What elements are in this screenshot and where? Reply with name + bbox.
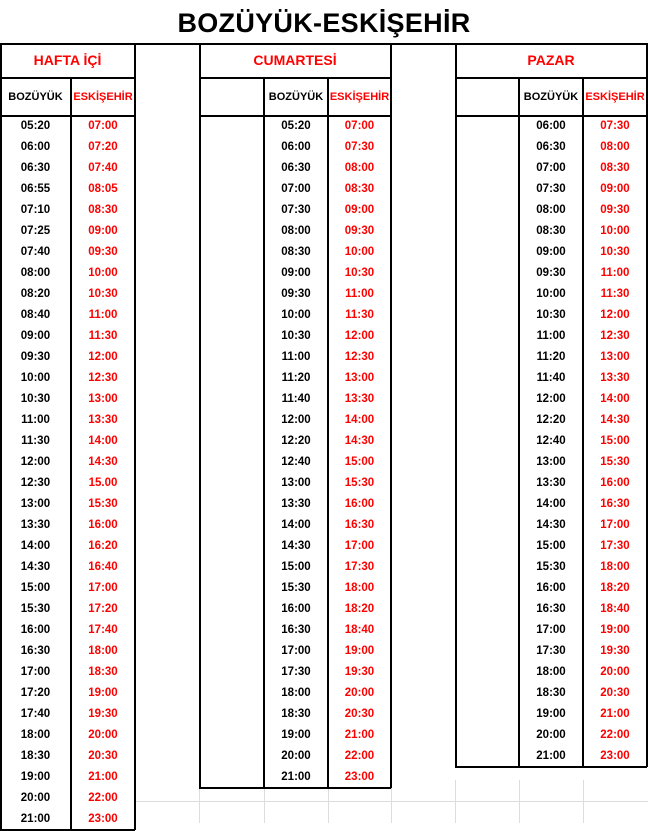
departure-time-bozuyuk: 06:30: [536, 141, 566, 153]
departure-time-bozuyuk: 08:30: [281, 246, 311, 258]
departure-time-bozuyuk: 10:00: [536, 288, 566, 300]
departure-time-bozuyuk: 06:00: [536, 120, 566, 132]
departure-time-bozuyuk: 06:00: [281, 141, 311, 153]
departure-time-eskisehir: 08:05: [88, 183, 118, 195]
column-header-to: ESKİŞEHİR: [585, 91, 645, 103]
departure-time-eskisehir: 17:00: [88, 582, 118, 594]
departure-time-eskisehir: 18:00: [88, 645, 118, 657]
header-divider: [199, 77, 391, 79]
departure-time-eskisehir: 20:30: [88, 750, 118, 762]
departure-time-eskisehir: 18:00: [344, 582, 375, 594]
departure-time-bozuyuk: 15:30: [281, 582, 311, 594]
departure-time-bozuyuk: 17:00: [20, 666, 51, 678]
departure-time-eskisehir: 09:30: [600, 204, 630, 216]
departure-time-eskisehir: 17:30: [344, 561, 375, 573]
departure-time-bozuyuk: 21:00: [536, 750, 566, 762]
departure-time-bozuyuk: 10:00: [281, 309, 311, 321]
departure-time-bozuyuk: 12:20: [281, 435, 311, 447]
departure-time-eskisehir: 10:30: [88, 288, 118, 300]
departure-time-bozuyuk: 12:40: [281, 456, 311, 468]
departure-time-eskisehir: 09:00: [600, 183, 630, 195]
departure-time-bozuyuk: 14:30: [20, 561, 51, 573]
day-header: PAZAR: [527, 52, 575, 68]
spreadsheet-gridline: [135, 801, 648, 802]
departure-time-bozuyuk: 21:00: [20, 813, 51, 825]
departure-time-bozuyuk: 11:00: [21, 414, 50, 426]
departure-time-bozuyuk: 07:25: [20, 225, 51, 237]
departure-time-eskisehir: 07:00: [88, 120, 118, 132]
departure-time-bozuyuk: 16:30: [281, 624, 311, 636]
header-divider: [455, 77, 647, 79]
departure-time-eskisehir: 19:00: [344, 645, 375, 657]
departure-time-bozuyuk: 10:30: [536, 309, 566, 321]
departure-time-bozuyuk: 11:00: [281, 351, 311, 363]
departure-time-eskisehir: 11:00: [88, 309, 118, 321]
departure-time-eskisehir: 18:00: [600, 561, 630, 573]
departure-time-bozuyuk: 08:00: [536, 204, 566, 216]
departure-time-bozuyuk: 18:00: [536, 666, 566, 678]
departure-time-bozuyuk: 12:30: [20, 477, 51, 489]
departure-time-bozuyuk: 12:20: [536, 414, 566, 426]
header-divider: [199, 115, 391, 117]
departure-time-eskisehir: 14:30: [88, 456, 118, 468]
departure-time-bozuyuk: 07:00: [281, 183, 311, 195]
departure-time-bozuyuk: 15:30: [20, 603, 51, 615]
departure-time-eskisehir: 08:00: [344, 162, 375, 174]
departure-time-eskisehir: 13:30: [600, 372, 630, 384]
departure-time-eskisehir: 20:30: [600, 687, 630, 699]
departure-time-bozuyuk: 18:30: [20, 750, 51, 762]
departure-time-bozuyuk: 15:00: [281, 561, 311, 573]
departure-time-bozuyuk: 13:00: [536, 456, 566, 468]
departure-time-eskisehir: 19:30: [344, 666, 375, 678]
departure-time-eskisehir: 22:00: [88, 792, 118, 804]
departure-time-eskisehir: 17:20: [88, 603, 118, 615]
departure-time-eskisehir: 18:20: [600, 582, 630, 594]
departure-time-eskisehir: 21:00: [600, 708, 630, 720]
departure-time-bozuyuk: 10:00: [20, 372, 51, 384]
departure-time-bozuyuk: 16:00: [536, 582, 566, 594]
departure-time-bozuyuk: 15:00: [20, 582, 51, 594]
title-underline: [0, 43, 648, 45]
departure-time-bozuyuk: 14:30: [536, 519, 566, 531]
departure-time-bozuyuk: 16:00: [281, 603, 311, 615]
departure-time-bozuyuk: 07:30: [536, 183, 566, 195]
departure-time-bozuyuk: 14:00: [20, 540, 51, 552]
departure-time-eskisehir: 18:20: [344, 603, 375, 615]
departure-time-bozuyuk: 11:30: [21, 435, 50, 447]
departure-time-bozuyuk: 06:00: [20, 141, 51, 153]
departure-time-bozuyuk: 13:30: [281, 498, 311, 510]
departure-time-bozuyuk: 16:30: [20, 645, 51, 657]
departure-time-eskisehir: 21:00: [88, 771, 118, 783]
column-header-to: ESKİŞEHİR: [329, 91, 390, 103]
departure-time-bozuyuk: 11:20: [281, 372, 311, 384]
departure-time-bozuyuk: 17:20: [20, 687, 51, 699]
departure-time-bozuyuk: 09:00: [20, 330, 51, 342]
page-title: BOZÜYÜK-ESKİŞEHİR: [177, 8, 471, 38]
column-header-from: BOZÜYÜK: [523, 91, 579, 103]
departure-time-eskisehir: 12:00: [344, 330, 375, 342]
departure-time-eskisehir: 22:00: [344, 750, 375, 762]
departure-time-eskisehir: 20:00: [600, 666, 630, 678]
column-divider: [70, 78, 72, 830]
departure-time-bozuyuk: 08:40: [20, 309, 51, 321]
departure-time-bozuyuk: 05:20: [20, 120, 51, 132]
departure-time-eskisehir: 22:00: [600, 729, 630, 741]
header-divider: [0, 115, 135, 117]
table-bottom: [455, 766, 647, 768]
departure-time-bozuyuk: 10:30: [281, 330, 311, 342]
departure-time-eskisehir: 11:00: [600, 267, 630, 279]
table-border: [134, 44, 136, 830]
departure-time-eskisehir: 20:00: [88, 729, 118, 741]
departure-time-eskisehir: 20:30: [344, 708, 375, 720]
column-header-to: ESKİŞEHİR: [73, 91, 133, 103]
table-border: [0, 44, 2, 830]
departure-time-eskisehir: 16:20: [88, 540, 118, 552]
departure-time-bozuyuk: 12:00: [281, 414, 311, 426]
departure-time-eskisehir: 14:00: [344, 414, 375, 426]
departure-time-eskisehir: 08:30: [344, 183, 375, 195]
departure-time-eskisehir: 15.00: [88, 477, 118, 489]
departure-time-eskisehir: 17:30: [600, 540, 630, 552]
departure-time-eskisehir: 12:30: [88, 372, 118, 384]
departure-time-eskisehir: 16:30: [344, 519, 375, 531]
departure-time-eskisehir: 11:30: [88, 330, 118, 342]
departure-time-bozuyuk: 05:20: [281, 120, 311, 132]
departure-time-eskisehir: 12:00: [600, 309, 630, 321]
departure-time-eskisehir: 20:00: [344, 687, 375, 699]
departure-time-eskisehir: 17:40: [88, 624, 118, 636]
departure-time-bozuyuk: 15:00: [536, 540, 566, 552]
header-divider: [0, 77, 135, 79]
departure-time-bozuyuk: 18:30: [281, 708, 311, 720]
table-border: [263, 78, 265, 788]
departure-time-eskisehir: 07:00: [344, 120, 375, 132]
departure-time-bozuyuk: 16:00: [20, 624, 51, 636]
departure-time-bozuyuk: 18:00: [281, 687, 311, 699]
departure-time-bozuyuk: 09:00: [536, 246, 566, 258]
departure-time-eskisehir: 12:00: [88, 351, 118, 363]
departure-time-bozuyuk: 14:30: [281, 540, 311, 552]
departure-time-eskisehir: 10:00: [600, 225, 630, 237]
departure-time-eskisehir: 11:30: [600, 288, 630, 300]
departure-time-eskisehir: 23:00: [88, 813, 118, 825]
departure-time-bozuyuk: 07:00: [536, 162, 566, 174]
departure-time-eskisehir: 15:30: [344, 477, 375, 489]
departure-time-eskisehir: 14:00: [88, 435, 118, 447]
departure-time-eskisehir: 13:30: [344, 393, 375, 405]
day-header: HAFTA İÇİ: [33, 52, 102, 68]
departure-time-eskisehir: 17:00: [600, 519, 630, 531]
table-bottom: [199, 787, 391, 789]
departure-time-eskisehir: 08:00: [600, 141, 630, 153]
departure-time-eskisehir: 18:40: [600, 603, 630, 615]
departure-time-eskisehir: 10:30: [344, 267, 375, 279]
table-border: [518, 78, 520, 767]
departure-time-eskisehir: 13:00: [600, 351, 630, 363]
departure-time-bozuyuk: 17:00: [536, 624, 566, 636]
departure-time-eskisehir: 13:00: [88, 393, 118, 405]
table-border: [199, 44, 201, 788]
departure-time-eskisehir: 16:30: [600, 498, 630, 510]
departure-time-bozuyuk: 11:20: [536, 351, 566, 363]
departure-time-bozuyuk: 09:30: [536, 267, 566, 279]
departure-time-eskisehir: 23:00: [344, 771, 375, 783]
departure-time-bozuyuk: 08:30: [536, 225, 566, 237]
column-divider: [327, 78, 329, 788]
table-border: [390, 44, 392, 788]
departure-time-bozuyuk: 13:00: [281, 477, 311, 489]
departure-time-eskisehir: 19:30: [600, 645, 630, 657]
departure-time-eskisehir: 09:30: [344, 225, 375, 237]
departure-time-bozuyuk: 17:40: [20, 708, 51, 720]
day-header: CUMARTESİ: [253, 52, 337, 68]
departure-time-eskisehir: 23:00: [600, 750, 630, 762]
column-header-from: BOZÜYÜK: [268, 91, 324, 103]
departure-time-bozuyuk: 19:00: [20, 771, 51, 783]
departure-time-eskisehir: 19:00: [88, 687, 118, 699]
departure-time-eskisehir: 17:00: [344, 540, 375, 552]
departure-time-bozuyuk: 12:00: [20, 456, 51, 468]
departure-time-bozuyuk: 09:30: [281, 288, 311, 300]
departure-time-eskisehir: 07:40: [88, 162, 118, 174]
departure-time-eskisehir: 12:30: [344, 351, 375, 363]
departure-time-eskisehir: 16:00: [88, 519, 118, 531]
departure-time-bozuyuk: 09:00: [281, 267, 311, 279]
departure-time-eskisehir: 08:30: [88, 204, 118, 216]
departure-time-eskisehir: 14:30: [344, 435, 375, 447]
departure-time-bozuyuk: 08:00: [281, 225, 311, 237]
table-border: [455, 44, 457, 767]
departure-time-bozuyuk: 17:00: [281, 645, 311, 657]
departure-time-bozuyuk: 13:00: [20, 498, 51, 510]
departure-time-bozuyuk: 06:30: [281, 162, 311, 174]
departure-time-eskisehir: 09:00: [344, 204, 375, 216]
departure-time-eskisehir: 11:30: [345, 309, 374, 321]
departure-time-bozuyuk: 15:30: [536, 561, 566, 573]
departure-time-bozuyuk: 18:00: [20, 729, 51, 741]
departure-time-bozuyuk: 20:00: [20, 792, 51, 804]
departure-time-eskisehir: 09:00: [88, 225, 118, 237]
departure-time-bozuyuk: 21:00: [281, 771, 311, 783]
departure-time-bozuyuk: 08:00: [20, 267, 51, 279]
departure-time-eskisehir: 14:30: [600, 414, 630, 426]
departure-time-bozuyuk: 17:30: [281, 666, 311, 678]
departure-time-bozuyuk: 18:30: [536, 687, 566, 699]
departure-time-bozuyuk: 09:30: [20, 351, 51, 363]
departure-time-bozuyuk: 20:00: [281, 750, 311, 762]
departure-time-eskisehir: 09:30: [88, 246, 118, 258]
departure-time-bozuyuk: 19:00: [281, 729, 311, 741]
departure-time-bozuyuk: 10:30: [20, 393, 51, 405]
departure-time-bozuyuk: 07:30: [281, 204, 311, 216]
departure-time-eskisehir: 07:30: [344, 141, 375, 153]
departure-time-bozuyuk: 06:30: [20, 162, 51, 174]
column-divider: [582, 78, 584, 767]
departure-time-eskisehir: 14:00: [600, 393, 630, 405]
departure-time-eskisehir: 10:00: [344, 246, 375, 258]
departure-time-eskisehir: 16:40: [88, 561, 118, 573]
departure-time-bozuyuk: 19:00: [536, 708, 566, 720]
departure-time-bozuyuk: 11:00: [536, 330, 566, 342]
departure-time-eskisehir: 15:30: [600, 456, 630, 468]
departure-time-eskisehir: 10:00: [88, 267, 118, 279]
departure-time-eskisehir: 08:30: [600, 162, 630, 174]
departure-time-eskisehir: 07:20: [88, 141, 118, 153]
departure-time-eskisehir: 11:00: [345, 288, 374, 300]
departure-time-eskisehir: 15:00: [344, 456, 375, 468]
departure-time-bozuyuk: 12:00: [536, 393, 566, 405]
departure-time-bozuyuk: 14:00: [281, 519, 311, 531]
departure-time-bozuyuk: 14:00: [536, 498, 566, 510]
departure-time-bozuyuk: 11:40: [281, 393, 311, 405]
departure-time-eskisehir: 16:00: [600, 477, 630, 489]
departure-time-eskisehir: 07:30: [600, 120, 630, 132]
departure-time-eskisehir: 19:00: [600, 624, 630, 636]
departure-time-eskisehir: 10:30: [600, 246, 630, 258]
departure-time-bozuyuk: 20:00: [536, 729, 566, 741]
departure-time-bozuyuk: 13:30: [536, 477, 566, 489]
departure-time-bozuyuk: 07:40: [20, 246, 51, 258]
departure-time-bozuyuk: 08:20: [20, 288, 51, 300]
departure-time-eskisehir: 12:30: [600, 330, 630, 342]
departure-time-eskisehir: 18:40: [344, 624, 375, 636]
departure-time-eskisehir: 15:30: [88, 498, 118, 510]
departure-time-bozuyuk: 13:30: [20, 519, 51, 531]
column-header-from: BOZÜYÜK: [8, 91, 63, 103]
departure-time-bozuyuk: 12:40: [536, 435, 566, 447]
departure-time-eskisehir: 16:00: [344, 498, 375, 510]
departure-time-eskisehir: 21:00: [344, 729, 375, 741]
header-divider: [455, 115, 647, 117]
departure-time-eskisehir: 19:30: [88, 708, 118, 720]
departure-time-eskisehir: 18:30: [88, 666, 118, 678]
departure-time-bozuyuk: 06:55: [20, 183, 51, 195]
departure-time-bozuyuk: 17:30: [536, 645, 566, 657]
departure-time-eskisehir: 13:00: [344, 372, 375, 384]
departure-time-bozuyuk: 11:40: [536, 372, 566, 384]
departure-time-eskisehir: 15:00: [600, 435, 630, 447]
departure-time-bozuyuk: 16:30: [536, 603, 566, 615]
departure-time-eskisehir: 13:30: [88, 414, 118, 426]
departure-time-bozuyuk: 07:10: [20, 204, 51, 216]
